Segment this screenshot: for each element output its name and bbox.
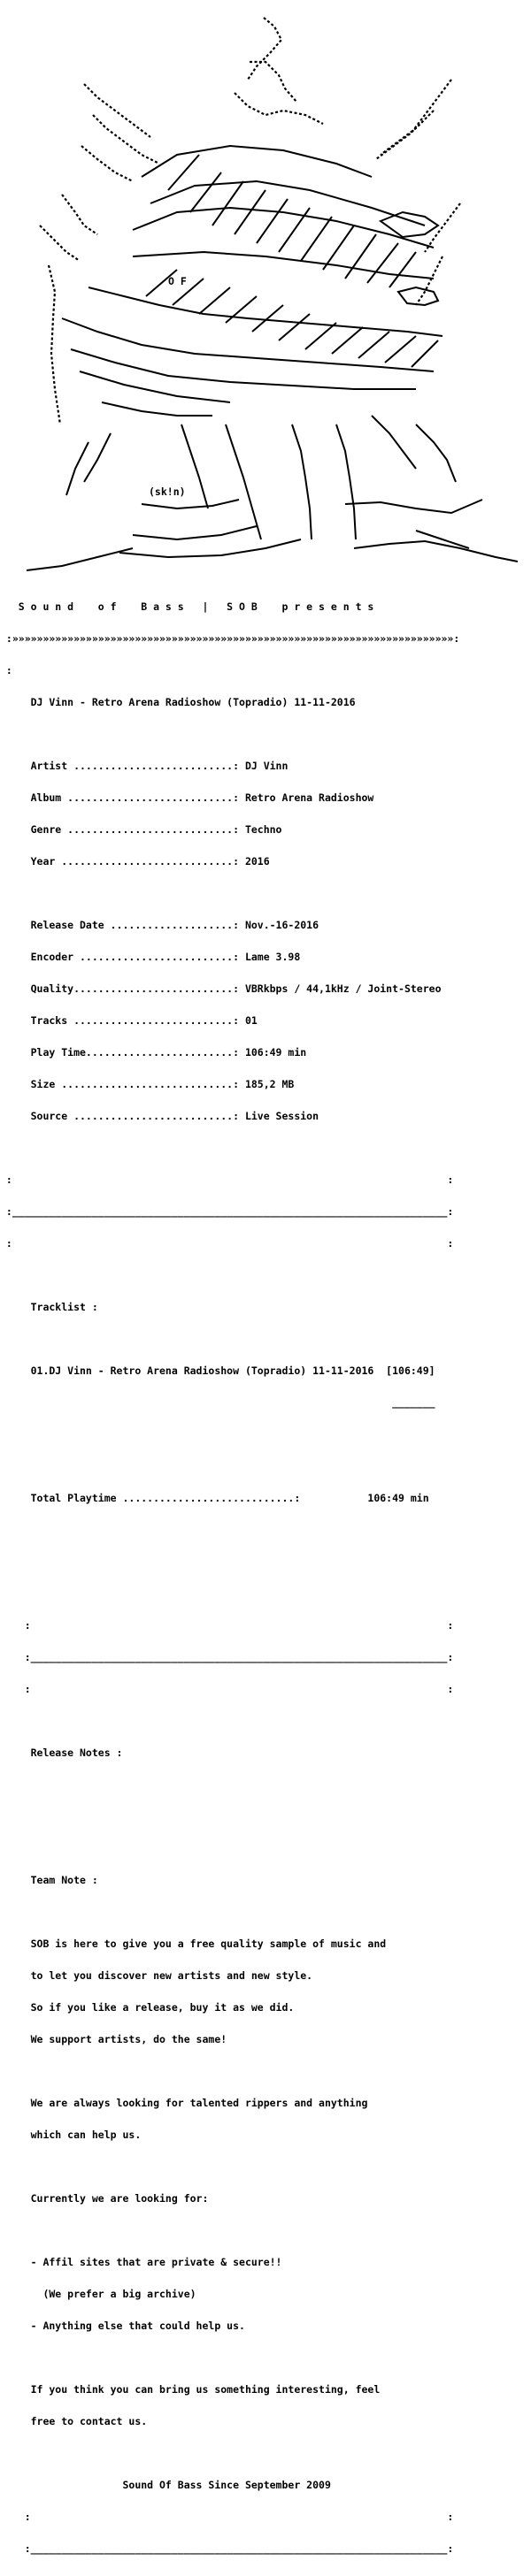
team-note-text: - Anything else that could help us. [0, 2320, 245, 2332]
bottom-sweep-1 [142, 500, 239, 508]
neck-line-6 [416, 424, 456, 482]
art-credit: (sk!n) [149, 485, 186, 498]
nfo-line [0, 2066, 531, 2076]
forelock-stroke [235, 93, 323, 124]
album-row: Album ...........................: Retro Arena Radioshow [0, 791, 374, 804]
bottom-left-sweep-2 [84, 433, 111, 482]
tracklist-heading: Tracklist : [0, 1301, 98, 1313]
divider: : : [0, 1683, 454, 1695]
bottom-sweep-3 [119, 539, 301, 557]
mane-left-3 [81, 146, 133, 181]
nfo-line [0, 888, 531, 898]
total-playtime-row: Total Playtime ............................: 106:49 min [0, 1492, 429, 1504]
release-date-row: Release Date ....................: Nov.-16-2016 [0, 919, 319, 931]
nfo-line [0, 1716, 531, 1726]
nose-line [88, 287, 442, 336]
mane-left-4 [62, 195, 97, 234]
divider: : : [0, 1173, 454, 1186]
track-underline: _______ [0, 1396, 435, 1409]
nfo-line [0, 1461, 531, 1471]
encoder-row: Encoder .........................: Lame 3.98 [0, 951, 301, 963]
chin-line [71, 349, 416, 389]
eye-shape [381, 212, 438, 237]
divider: : : [0, 1619, 454, 1632]
footer-tagline: Sound Of Bass Since September 2009 [0, 2479, 331, 2491]
nfo-line [0, 1334, 531, 1344]
neck-line-3 [292, 424, 312, 539]
team-note-text: to let you discover new artists and new style. [0, 1969, 313, 1982]
forehead-line [142, 146, 372, 177]
divider: : : [0, 1237, 454, 1250]
artist-row: Artist ..........................: DJ Vinn [0, 760, 289, 772]
head-striations [168, 155, 416, 287]
release-title: DJ Vinn - Retro Arena Radioshow (Topradio) 11-11-2016 [0, 696, 356, 708]
nfo-line [0, 1525, 531, 1535]
size-row: Size ............................: 185,2 MB [0, 1078, 295, 1090]
genre-row: Genre ...........................: Techno [0, 823, 282, 836]
nfo-line [0, 1907, 531, 1917]
nfo-line [0, 1556, 531, 1567]
team-note-text: SOB is here to give you a free quality sample of music and [0, 1938, 387, 1950]
art-of-label: O F [168, 275, 187, 287]
divider: :____________________________________________________________________: [0, 1651, 454, 1663]
bottom-sweep-left [27, 548, 133, 570]
ear-inner-stroke [250, 62, 296, 102]
cheek-right-1 [425, 203, 460, 252]
nfo-line [0, 2225, 531, 2236]
team-note-text: We support artists, do the same! [0, 2033, 227, 2045]
tracks-row: Tracks ..........................: 01 [0, 1014, 258, 1027]
nfo-line: : [0, 664, 12, 676]
track-row: 01.DJ Vinn - Retro Arena Radioshow (Topradio) 11-11-2016 [106:49] [0, 1364, 435, 1377]
ear-right-1 [376, 80, 451, 159]
divider: :_______________________________________________________________________: [0, 1205, 454, 1218]
nfo-line [0, 1811, 531, 1822]
year-row: Year ............................: 2016 [0, 855, 270, 868]
nfo-line [0, 2448, 531, 2458]
team-note-text: (We prefer a big archive) [0, 2288, 196, 2300]
nfo-line [0, 1843, 531, 1854]
nfo-line [0, 1779, 531, 1790]
play-time-row: Play Time........................: 106:49 min [0, 1046, 307, 1059]
nfo-line [0, 729, 531, 739]
team-note-text: Currently we are looking for: [0, 2192, 209, 2205]
release-notes-heading: Release Notes : [0, 1747, 123, 1759]
brow-line [150, 181, 425, 225]
lower-jaw-line [102, 402, 212, 416]
nfo-line [0, 1588, 531, 1599]
presents-line: S o u n d o f B a s s | S O B p r e s e n t s [0, 600, 374, 613]
mane-left-5 [40, 225, 80, 261]
source-row: Source ..........................: Live Session [0, 1110, 319, 1122]
team-note-text: - Affil sites that are private & secure!! [0, 2256, 282, 2268]
ear-right-2 [381, 111, 434, 155]
neck-line-2 [226, 424, 261, 539]
cheek-right-2 [416, 256, 442, 305]
nfo-line [0, 2352, 531, 2363]
neck-line-5 [372, 416, 416, 469]
nfo-line [0, 1143, 531, 1153]
nfo-text [0, 580, 531, 2575]
horse-head-art-icon [0, 0, 531, 575]
team-note-text: So if you like a release, buy it as we did. [0, 2001, 295, 2014]
quality-row: Quality..........................: VBRkbps / 44,1kHz / Joint-Stereo [0, 982, 442, 995]
nfo-line [0, 1270, 531, 1280]
team-note-text: If you think you can bring us something interesting, feel [0, 2383, 381, 2396]
bottom-sweep-right-1 [345, 500, 482, 513]
neck-line-4 [336, 424, 356, 539]
nfo-line: :»»»»»»»»»»»»»»»»»»»»»»»»»»»»»»»»»»»»»»»»»»»»»»»»»»»»»»»»»»»»»»»»»»»»»»»»: [0, 632, 460, 645]
team-note-text: which can help us. [0, 2129, 142, 2141]
divider: : : [0, 2511, 454, 2523]
team-note-heading: Team Note : [0, 1874, 98, 1886]
ascii-art-horse-head-logo [0, 0, 531, 575]
team-note-text: free to contact us. [0, 2415, 148, 2427]
ear-top-stroke [248, 18, 281, 80]
bottom-sweep-right-2 [354, 541, 518, 562]
team-note-text: We are always looking for talented rippers and anything [0, 2097, 368, 2109]
bottom-left-sweep-1 [66, 442, 88, 495]
mane-left-2 [93, 115, 159, 164]
divider: :____________________________________________________________________: [0, 2542, 454, 2555]
neck-left-edge [49, 265, 60, 424]
nfo-line [0, 1429, 531, 1440]
jaw-line [80, 371, 230, 402]
nostril-shape [398, 287, 438, 305]
bottom-sweep-2 [133, 526, 257, 539]
nfo-line [0, 2161, 531, 2172]
mane-left-1 [84, 84, 150, 137]
